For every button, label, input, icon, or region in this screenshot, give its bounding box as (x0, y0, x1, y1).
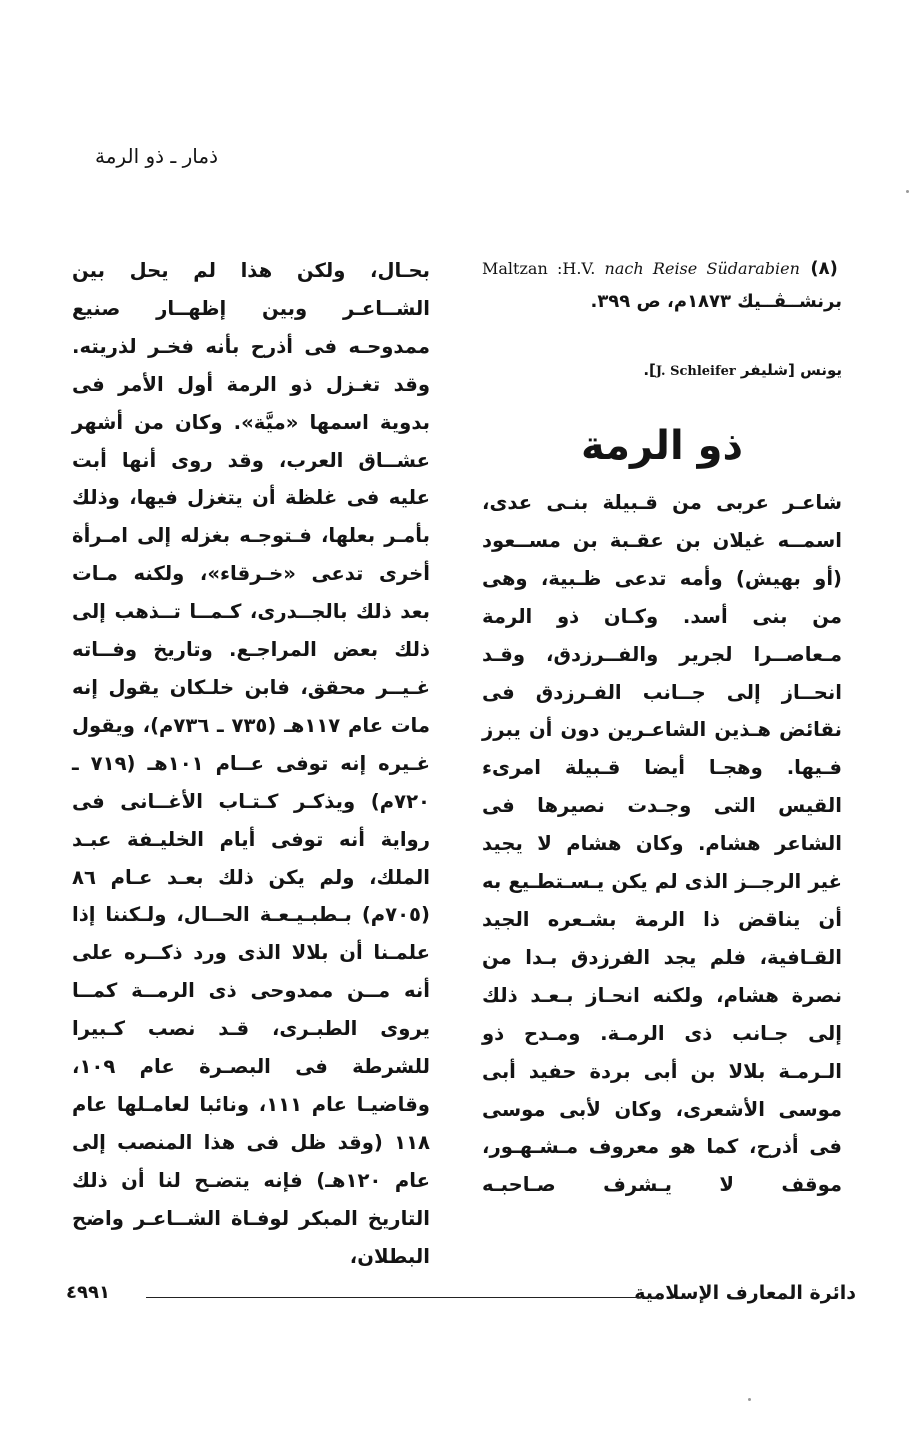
left-column (72, 252, 430, 1275)
footnote-8 (482, 252, 842, 318)
author-close: ]. (643, 361, 656, 379)
article-author (482, 356, 842, 386)
footnote-italic-reise: Reise (652, 259, 698, 278)
left-column-body: بحـال، ولكن هذا لم يحل بين الشــاعـر وبين إظهــار صنيع ممدوحـه فى أذرح بأنه فخـر لذريته. وقد تغـزل ذو الرمة أول الأمر فى بدوية اسمها «ميَّة». وكان من أشهر عشــاق العرب، وقد روى أنها أبت عليه فى غلظة أن يتغزل فيها، وذلك بأمـر بعلها، فـتوجـه بغزله إلى امـرأة أخرى تدعى «خـرقاء»، ولكنه مـات بعد ذلك بالجــدرى، كـمــا تــذهب إلى ذلك بعض المراجـع. وتاريخ وفــاته غـيــر محقق، فابن خلـكان يقول إنه مات عام ١١٧هـ (٧٣٥ ـ ٧٣٦م)، ويقول غـيره إنه توفى عــام ١٠١هـ (٧١٩ ـ ٧٢٠م) ويذكـر كـتـاب الأغــانى فى رواية أنه توفى أيام الخليـفة عبـد الملك، ولم يكن ذلك بعـد عـام ٨٦ (٧٠٥م) بـطبـيـعـة الحــال، ولـكننا إذا علمـنا أن بلالا الذى ورد ذكــره على أنه مــن ممدوحى ذى الرمــة كمــا يروى الطبـرى، قـد نصب كـبيرا للشرطة فى البصـرة عام ١٠٩، وقاضيـا عام ١١١، ونائبا لعامـلها عام ١١٨ (وقد ظل فى هذا المنصب إلى عام ١٢٠هـ) فإنه يتضـح لنا أن ذلك التاريخ المبكر لوفـاة الشــاعـر واضح البطلان، (72, 259, 430, 1268)
footnote-author-latin: Maltzan :H.V. (482, 259, 596, 278)
author-latin: J. Schleifer (655, 364, 736, 379)
footer-publication-title: دائرة المعارف الإسلامية (634, 1282, 856, 1304)
article-title: ذو الرمة (581, 423, 743, 469)
page-footer (66, 1282, 856, 1312)
footnote-italic-nach: nach (604, 259, 644, 278)
author-arabic: يونس [شليفر (740, 361, 842, 379)
page-number: ٤٩٩١ (66, 1282, 110, 1303)
right-column-body: شاعـر عربى من قـبيلة بنـى عدى، اسمــه غيلان بن عقـبة بن مســعود (أو بهيش) وأمه تدعى ظـبية، وهى من بنى أسد. وكـان ذو الرمة مـعاصــرا لجرير والفــرزدق، وقـد انحــاز إلى جــانب الفـرزدق فى نقائض هـذين الشاعـرين دون أن يبرز فـيها. وهجـا أيضا قـبيلة امرىء القيس التى وجـدت نصيرها فى الشاعر هشام. وكان هشام لا يجيد غير الرجــز الذى لم يكن يـسـتطـيع به أن يناقض ذا الرمة بشـعره الجيد القـافية، فلم يجد الفرزدق بـدا من نصرة هشام، ولكنه انحـاز بـعـد ذلك إلى جـانب ذى الرمـة. ومـدح ذو الـرمـة بلالا بن أبى بردة حفيد أبى موسى الأشعرى، وكان لأبى موسى فى أذرح، كما هو معروف مـشـهـور، موقف لا يـشرف صـاحبـه (482, 491, 842, 1197)
running-header: ذمار ـ ذو الرمة (95, 144, 218, 168)
scan-speck (748, 1398, 751, 1401)
footnote-place-date: برنشــڤــيك ١٨٧٣م، ص ٣٩٩. (590, 291, 842, 312)
footnote-number: (٨) (810, 258, 838, 279)
footer-rule (146, 1297, 656, 1298)
scan-speck (906, 190, 909, 193)
right-column (482, 252, 842, 1204)
footnote-italic-sudarabien: Südarabien (706, 259, 800, 278)
